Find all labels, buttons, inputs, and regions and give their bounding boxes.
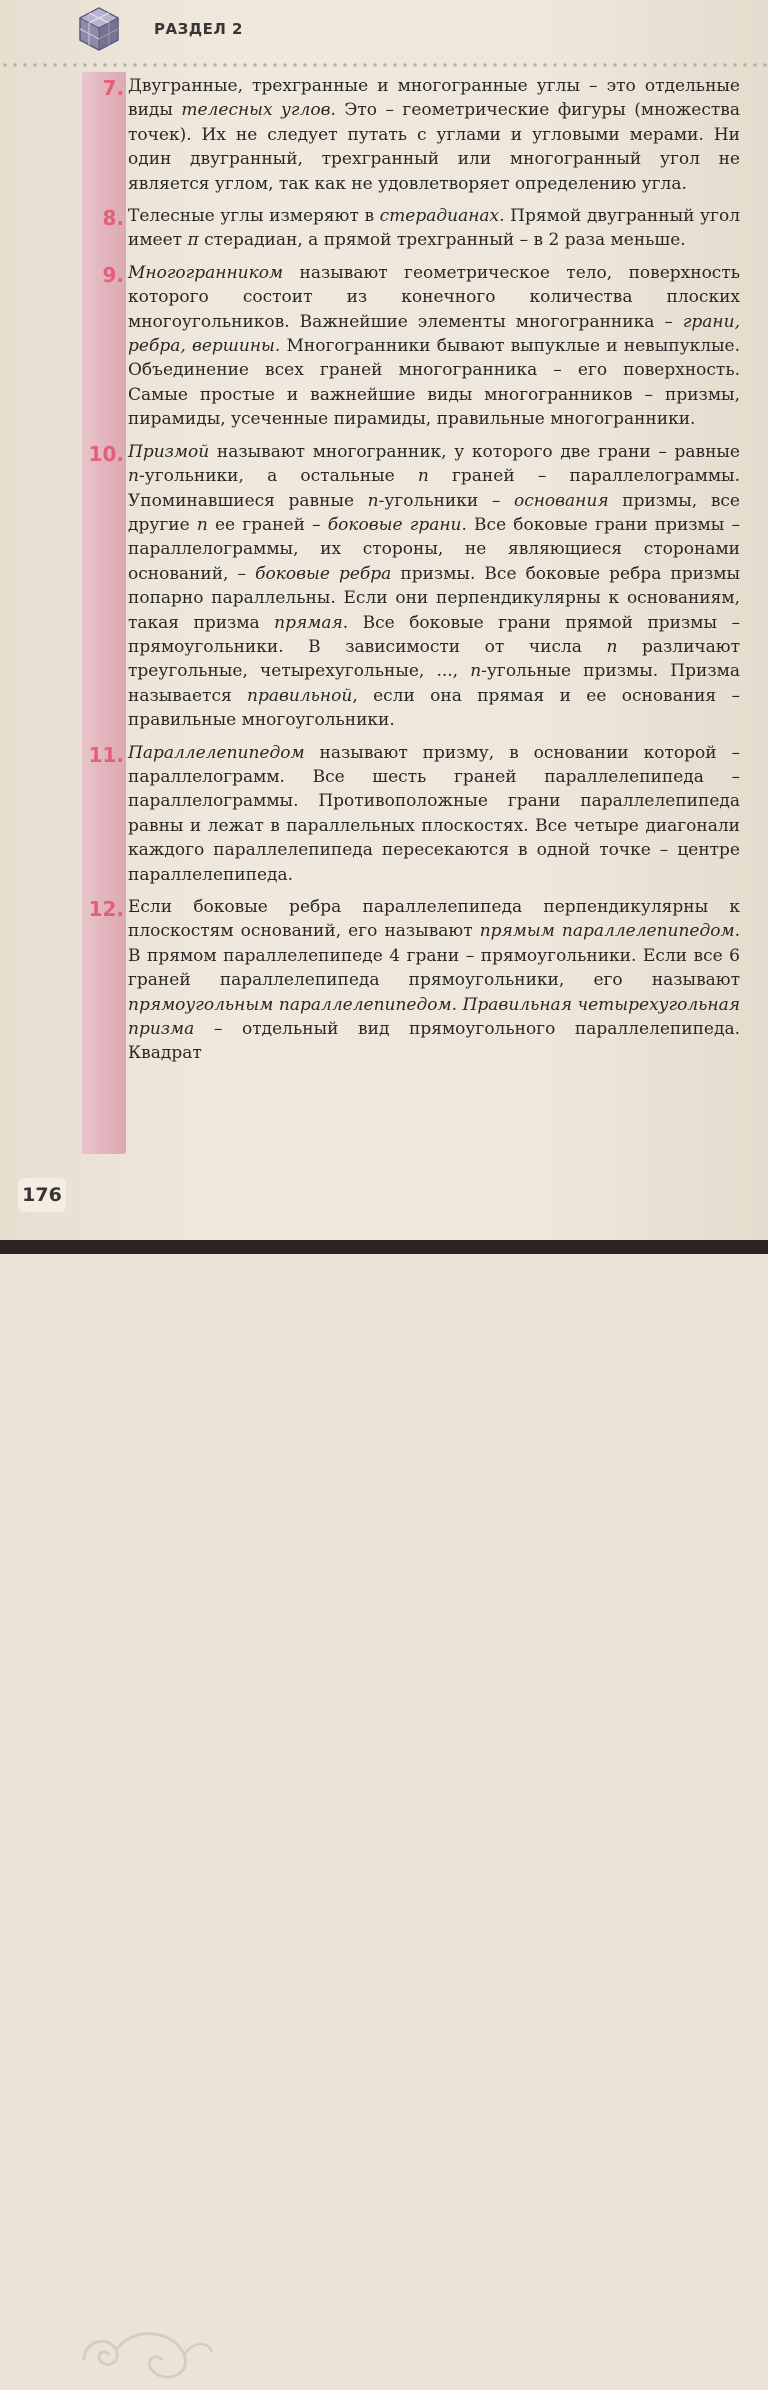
term-italic: n xyxy=(196,514,208,535)
text-run: -угольники, а остальные xyxy=(138,466,418,487)
definition-item xyxy=(0,74,740,196)
definition-item xyxy=(0,261,740,432)
item-number: 9. xyxy=(102,262,124,287)
text-run: различают треугольные, четырехугольные, ..., xyxy=(128,636,741,682)
page-bottom-edge xyxy=(0,1240,768,1254)
term-italic: n xyxy=(417,466,429,487)
term-italic: прямая xyxy=(274,612,343,633)
term-italic: Многогранником xyxy=(128,262,284,283)
item-number: 7. xyxy=(102,76,124,100)
term-italic: n xyxy=(606,636,618,657)
text-run: . Прямой двугранный угол имеет xyxy=(128,206,740,251)
text-run: , если она прямая и ее основания – правильные многоугольники. xyxy=(128,685,741,731)
term-italic: телесных углов xyxy=(181,100,331,121)
page-number: 176 xyxy=(18,1178,66,1212)
text-run: ее граней – xyxy=(207,514,328,535)
text-run: Двугранные, трехгранные и многогранные углы – это отдельные виды xyxy=(128,76,740,121)
text-run: называют геометрическое тело, поверхность которого состоит из конечного количества плоских многоугольников. Важнейшие элементы многогранника – xyxy=(128,262,740,332)
term-italic: прямым параллелепипедом xyxy=(479,921,735,942)
term-italic: n xyxy=(128,466,139,487)
page-footer xyxy=(0,1150,768,1254)
item-number: 11. xyxy=(88,742,124,767)
text-run: граней – параллелограммы. Упоминавшиеся равные xyxy=(128,466,740,511)
term-italic: грани, ребра, вершины xyxy=(128,311,740,357)
text-run: . В прямом параллелепипеде 4 грани – прямоугольники. Если все 6 граней параллелепипеда прямоугольники, его называют xyxy=(128,921,741,991)
item-text xyxy=(128,74,740,196)
text-run: призмы. Все боковые ребра призмы попарно параллельны. Если они перпендикулярны к основаниям, такая призма xyxy=(128,563,740,633)
item-text xyxy=(128,261,740,432)
section-title: РАЗДЕЛ 2 xyxy=(154,20,243,38)
crystal-logo-icon xyxy=(76,6,122,52)
dotted-divider xyxy=(0,60,768,70)
definition-item xyxy=(0,204,740,253)
term-italic: прямоугольным параллелепипедом xyxy=(128,994,452,1015)
term-italic: Правильная четырехугольная призма xyxy=(128,994,741,1040)
term-italic: правильной xyxy=(247,685,353,706)
term-italic: боковые грани xyxy=(327,514,462,535)
term-italic: стерадианах xyxy=(379,206,500,227)
item-text xyxy=(128,895,740,1066)
text-run: . Все боковые грани призмы – параллелограммы, их стороны, не являющиеся сторонами оснований, – xyxy=(128,514,740,584)
definition-item xyxy=(0,741,740,887)
item-number: 12. xyxy=(88,897,124,921)
text-run: -угольники – xyxy=(378,490,514,511)
text-run: . xyxy=(451,994,463,1015)
term-italic: основания xyxy=(513,490,609,511)
text-run: стерадиан, а прямой трехгранный – в 2 раза меньше. xyxy=(198,230,686,251)
definitions-list xyxy=(0,74,768,1074)
text-run: называют призму, в основании которой – параллелограмм. Все шесть граней параллелепипеда – параллелограммы. Противоположные грани параллелепипеда равны и лежат в параллельных плоскостях. Все четыре диагонали каждого параллелепипеда пересекаются в одной точке – центре параллелепипеда. xyxy=(128,742,740,885)
term-italic: Призмой xyxy=(128,441,210,462)
text-run: Если боковые ребра параллелепипеда перпендикулярны к плоскостям оснований, его называют xyxy=(128,897,740,942)
text-run: . Многогранники бывают выпуклые и невыпуклые. Объединение всех граней многогранника – его поверхность. Самые простые и важнейшие виды многогранников – призмы, пирамиды, усеченные пирамиды, правильные многогранники. xyxy=(128,336,741,430)
definition-item xyxy=(0,895,740,1066)
text-run: . Это – геометрические фигуры (множества точек). Их не следует путать с углами и угловыми мерами. Ни один двугранный, трехгранный или многогранный угол не является углом, так как не удовлетворяет определению угла. xyxy=(128,100,740,194)
text-run: называют многогранник, у которого две грани – равные xyxy=(209,441,740,462)
text-run: . Все боковые грани прямой призмы – прямоугольники. В зависимости от числа xyxy=(128,612,740,657)
term-italic: боковые ребра xyxy=(255,563,392,584)
item-number: 10. xyxy=(88,441,124,466)
page-header xyxy=(0,0,768,70)
text-run: Телесные углы измеряют в xyxy=(128,206,380,227)
text-run: призмы, все другие xyxy=(128,490,740,535)
term-italic: Параллелепипедом xyxy=(128,742,305,763)
term-italic: n xyxy=(367,490,379,511)
text-run: – отдельный вид прямоугольного параллелепипеда. Квадрат xyxy=(128,1019,740,1064)
term-italic: n xyxy=(470,661,482,682)
swirl-ornament-icon xyxy=(54,2300,214,2390)
item-number: 8. xyxy=(102,206,124,231)
text-run: -угольные призмы. Призма называется xyxy=(128,661,740,706)
item-text xyxy=(128,741,740,887)
definition-item xyxy=(0,440,740,733)
term-italic: π xyxy=(187,230,199,251)
item-text xyxy=(128,204,740,253)
item-text xyxy=(128,440,740,733)
